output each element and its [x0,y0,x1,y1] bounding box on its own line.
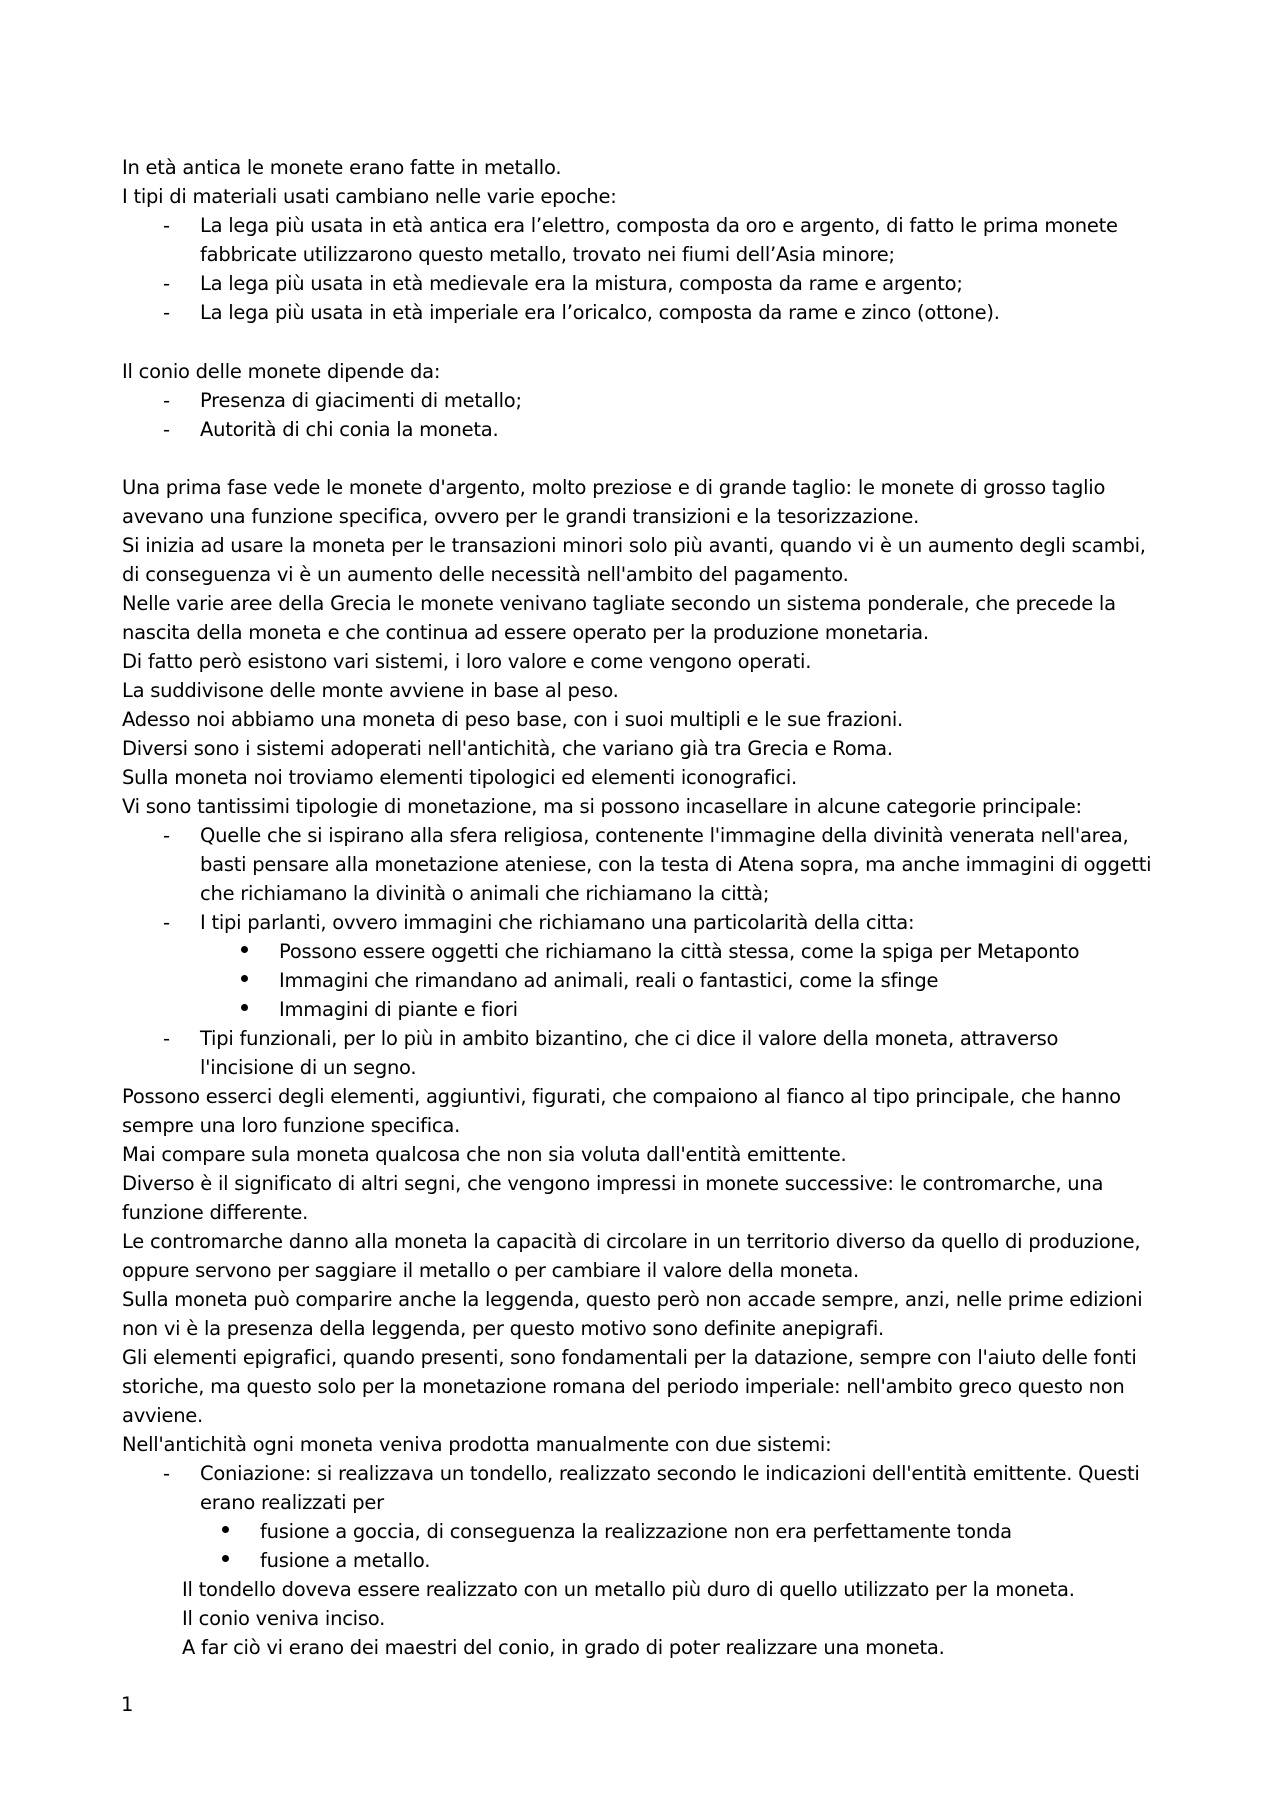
text-line: Il conio delle monete dipende da: [122,360,441,383]
text-line: Presenza di giacimenti di metallo; [200,389,522,412]
text-line: Una prima fase vede le monete d'argento, molto preziose e di grande taglio: le monete di grosso taglio [122,476,1106,499]
text-line: basti pensare alla monetazione ateniese, con la testa di Atena sopra, ma anche immagini di oggetti [200,853,1152,876]
text-line: Si inizia ad usare la moneta per le transazioni minori solo più avanti, quando vi è un aumento degli scambi, [122,534,1146,557]
text-line: I tipi di materiali usati cambiano nelle varie epoche: [122,185,617,208]
text-line: non vi è la presenza della leggenda, per questo motivo sono definite anepigrafi. [122,1317,884,1340]
bullet-icon [222,1555,229,1562]
text-line: I tipi parlanti, ovvero immagini che richiamano una particolarità della citta: [200,911,915,934]
text-line: Possono essere oggetti che richiamano la città stessa, come la spiga per Metaponto [279,940,1080,963]
text-line: storiche, ma questo solo per la monetazione romana del periodo imperiale: nell'ambito greco questo non [122,1375,1125,1398]
text-line: Diversi sono i sistemi adoperati nell'antichità, che variano già tra Grecia e Roma. [122,737,893,760]
list-dash: - [163,911,171,934]
text-line: La suddivisone delle monte avviene in base al peso. [122,679,619,702]
list-dash: - [163,272,171,295]
text-line: avviene. [122,1404,203,1427]
text-line: avevano una funzione specifica, ovvero per le grandi transizioni e la tesorizzazione. [122,505,920,528]
text-line: Tipi funzionali, per lo più in ambito bizantino, che ci dice il valore della moneta, attraverso [200,1027,1059,1050]
text-line: A far ciò vi erano dei maestri del conio, in grado di poter realizzare una moneta. [182,1636,945,1659]
text-line: Nelle varie aree della Grecia le monete venivano tagliate secondo un sistema ponderale, che precede la [122,592,1116,615]
text-line: di conseguenza vi è un aumento delle necessità nell'ambito del pagamento. [122,563,849,586]
text-line: funzione differente. [122,1201,309,1224]
text-line: Quelle che si ispirano alla sfera religiosa, contenente l'immagine della divinità venerata nell'area, [200,824,1129,847]
list-dash: - [163,418,171,441]
list-dash: - [163,214,171,237]
text-line: Adesso noi abbiamo una moneta di peso base, con i suoi multipli e le sue frazioni. [122,708,903,731]
text-line: Vi sono tantissimi tipologie di monetazione, ma si possono incasellare in alcune categorie principale: [122,795,1082,818]
list-dash: - [163,389,171,412]
text-line: fusione a goccia, di conseguenza la realizzazione non era perfettamente tonda [260,1520,1012,1543]
text-line: Di fatto però esistono vari sistemi, i loro valore e come vengono operati. [122,650,812,673]
text-line: Autorità di chi conia la moneta. [200,418,499,441]
text-line: fusione a metallo. [260,1549,431,1572]
page-number: 1 [121,1693,134,1716]
text-line: Il conio veniva inciso. [182,1607,386,1630]
list-dash: - [163,301,171,324]
text-line: che richiamano la divinità o animali che richiamano la città; [200,882,770,905]
bullet-icon [222,1526,229,1533]
text-line: La lega più usata in età antica era l’elettro, composta da oro e argento, di fatto le prima monete [200,214,1118,237]
text-line: Immagini che rimandano ad animali, reali o fantastici, come la sfinge [279,969,939,992]
list-dash: - [163,824,171,847]
text-line: Possono esserci degli elementi, aggiuntivi, figurati, che compaiono al fianco al tipo principale, che hanno [122,1085,1121,1108]
text-line: Coniazione: si realizzava un tondello, realizzato secondo le indicazioni dell'entità emittente. Questi [200,1462,1140,1485]
list-dash: - [163,1462,171,1485]
text-line: In età antica le monete erano fatte in metallo. [122,156,562,179]
text-line: nascita della moneta e che continua ad essere operato per la produzione monetaria. [122,621,929,644]
bullet-icon [241,1004,248,1011]
bullet-icon [241,975,248,982]
text-line: l'incisione di un segno. [200,1056,417,1079]
text-line: Il tondello doveva essere realizzato con un metallo più duro di quello utilizzato per la moneta. [182,1578,1075,1601]
text-line: sempre una loro funzione specifica. [122,1114,461,1137]
text-line: Le contromarche danno alla moneta la capacità di circolare in un territorio diverso da quello di produzione, [122,1230,1141,1253]
text-line: fabbricate utilizzarono questo metallo, trovato nei fiumi dell’Asia minore; [200,243,895,266]
text-line: Immagini di piante e fiori [279,998,518,1021]
text-line: Nell'antichità ogni moneta veniva prodotta manualmente con due sistemi: [122,1433,832,1456]
text-line: Mai compare sula moneta qualcosa che non sia voluta dall'entità emittente. [122,1143,847,1166]
text-line: La lega più usata in età imperiale era l’oricalco, composta da rame e zinco (ottone). [200,301,1000,324]
text-line: oppure servono per saggiare il metallo o per cambiare il valore della moneta. [122,1259,859,1282]
text-line: Diverso è il significato di altri segni, che vengono impressi in monete successive: le contromarche, una [122,1172,1104,1195]
text-line: La lega più usata in età medievale era la mistura, composta da rame e argento; [200,272,963,295]
text-line: Sulla moneta può comparire anche la leggenda, questo però non accade sempre, anzi, nelle prime edizioni [122,1288,1143,1311]
list-dash: - [163,1027,171,1050]
text-line: erano realizzati per [200,1491,384,1514]
text-line: Sulla moneta noi troviamo elementi tipologici ed elementi iconografici. [122,766,797,789]
text-line: Gli elementi epigrafici, quando presenti, sono fondamentali per la datazione, sempre con l'aiuto delle fonti [122,1346,1137,1369]
bullet-icon [241,946,248,953]
